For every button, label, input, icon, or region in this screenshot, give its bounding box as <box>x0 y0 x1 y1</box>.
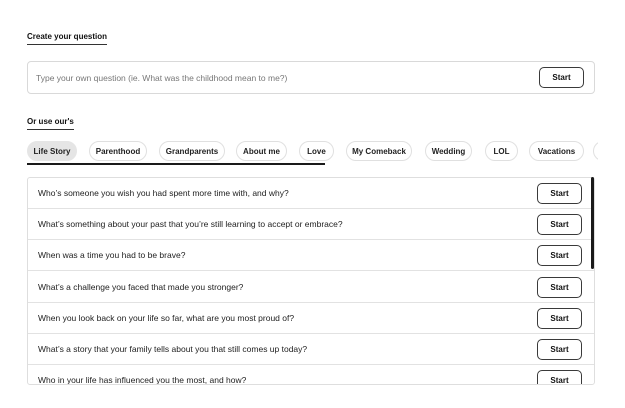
question-row <box>28 240 594 271</box>
question-start-button[interactable]: Start <box>537 277 582 298</box>
tab-vacations[interactable]: Vacations <box>529 141 584 161</box>
question-text: When was a time you had to be brave? <box>38 250 186 260</box>
custom-question-input[interactable] <box>36 70 516 86</box>
tab-wedding[interactable]: Wedding <box>425 141 472 161</box>
tab-life-story[interactable]: Life Story <box>27 141 77 161</box>
question-text: What’s a story that your family tells about you that still comes up today? <box>38 344 308 354</box>
question-row <box>28 365 594 385</box>
custom-question-start-button[interactable]: Start <box>539 67 584 88</box>
create-question-heading: Create your question <box>27 32 107 45</box>
question-text: What’s something about your past that you’re still learning to accept or embrace? <box>38 219 343 229</box>
question-row <box>28 334 594 365</box>
question-start-button[interactable]: Start <box>537 339 582 360</box>
or-use-ours-heading: Or use our's <box>27 117 74 130</box>
question-row <box>28 209 594 240</box>
category-tabs <box>27 141 598 161</box>
question-text: When you look back on your life so far, what are you most proud of? <box>38 313 295 323</box>
question-text: What’s a challenge you faced that made you stronger? <box>38 282 244 292</box>
question-row <box>28 272 594 303</box>
tab-overflow-partial[interactable] <box>593 141 598 161</box>
question-text: Who’s someone you wish you had spent more time with, and why? <box>38 188 289 198</box>
question-start-button[interactable]: Start <box>537 370 582 385</box>
question-start-button[interactable]: Start <box>537 245 582 266</box>
question-list-scrollbar[interactable] <box>591 177 594 269</box>
tab-grandparents[interactable]: Grandparents <box>159 141 225 161</box>
tabs-scroll-indicator[interactable] <box>27 163 325 165</box>
question-start-button[interactable]: Start <box>537 214 582 235</box>
tab-about-me[interactable]: About me <box>236 141 287 161</box>
tab-love[interactable]: Love <box>299 141 334 161</box>
question-text: Who in your life has influenced you the most, and how? <box>38 375 247 385</box>
question-row <box>28 303 594 334</box>
question-list <box>27 177 595 385</box>
tab-lol[interactable]: LOL <box>485 141 518 161</box>
tab-parenthood[interactable]: Parenthood <box>89 141 147 161</box>
question-start-button[interactable]: Start <box>537 183 582 204</box>
custom-question-box <box>27 61 595 94</box>
question-row <box>28 178 594 209</box>
tab-my-comeback[interactable]: My Comeback <box>346 141 412 161</box>
question-start-button[interactable]: Start <box>537 308 582 329</box>
